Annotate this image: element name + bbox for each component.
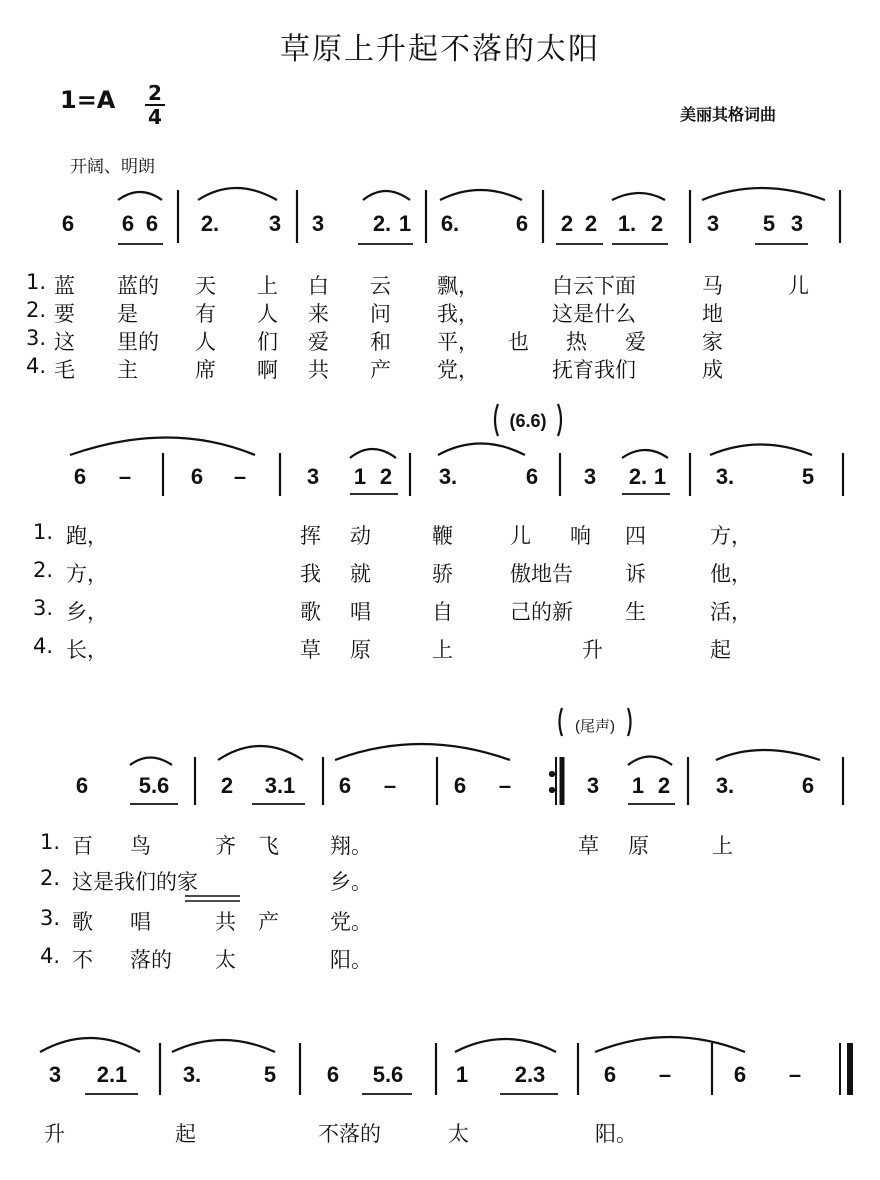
note: 3 xyxy=(306,464,320,489)
lyric: 们 xyxy=(257,330,278,354)
lyric: 骄 xyxy=(432,562,453,586)
lyric: 也 xyxy=(508,330,529,354)
note: 5.6 xyxy=(372,1062,404,1087)
note: 2.1 xyxy=(96,1062,128,1087)
lyric: 起 xyxy=(710,638,731,662)
note: 6 xyxy=(603,1062,617,1087)
lyric: 成 xyxy=(702,358,723,382)
composer-credit: 美丽其格词曲 xyxy=(680,105,777,124)
note: 1 xyxy=(653,464,667,489)
lyric: 歌 xyxy=(72,910,93,934)
lyric: 里的 xyxy=(117,330,159,354)
lyric: 阳。 xyxy=(595,1122,637,1146)
lyric: 这 xyxy=(54,330,75,354)
note: 6 xyxy=(75,773,89,798)
lyric: 产 xyxy=(370,358,391,382)
note: 3. xyxy=(438,464,458,489)
note: 3 xyxy=(268,211,282,236)
lyric: 飞 xyxy=(258,834,279,858)
note: 2 xyxy=(584,211,598,236)
note: – xyxy=(498,773,512,798)
note: – xyxy=(233,464,247,489)
lyric: 不 xyxy=(72,948,93,972)
note: 6 xyxy=(453,773,467,798)
lyric: 乡， xyxy=(66,600,108,624)
note: 6 xyxy=(326,1062,340,1087)
note: 5 xyxy=(263,1062,277,1087)
note: 2. xyxy=(200,211,220,236)
note: 3.1 xyxy=(264,773,296,798)
note: 6 xyxy=(73,464,87,489)
note: 5 xyxy=(801,464,815,489)
verse-number: 4. xyxy=(33,634,54,658)
lyric: 人 xyxy=(195,330,216,354)
lyric: 飘， xyxy=(437,274,479,298)
lyric: 升 xyxy=(582,638,603,662)
lyric: 平， xyxy=(437,330,479,354)
note: 2 xyxy=(560,211,574,236)
note: – xyxy=(383,773,397,798)
note: 2 xyxy=(650,211,664,236)
note: 3 xyxy=(790,211,804,236)
lyric: 热 xyxy=(566,330,587,354)
lyric: 挥 xyxy=(300,524,321,548)
lyric: 方， xyxy=(66,562,108,586)
lyric: 唱 xyxy=(350,600,371,624)
lyric: 方， xyxy=(710,524,752,548)
lyric: 云 xyxy=(370,274,391,298)
lyric: 爱 xyxy=(308,330,329,354)
lyric: 蓝的 xyxy=(117,274,159,298)
lyric: 我 xyxy=(300,562,321,586)
lyric: 草 xyxy=(578,834,599,858)
coda-marking: (尾声) xyxy=(575,718,615,735)
lyric: 我， xyxy=(437,302,479,326)
lyric: 百 xyxy=(72,834,93,858)
lyric: 诉 xyxy=(625,562,646,586)
verse-number: 3. xyxy=(33,596,54,620)
lyric: 儿 xyxy=(510,524,531,548)
note: 5.6 xyxy=(138,773,170,798)
lyric: 跑， xyxy=(66,524,108,548)
lyric: 傲地告 xyxy=(510,562,573,586)
note: 2 xyxy=(379,464,393,489)
lyric: 党。 xyxy=(330,910,372,934)
lyric: 共 xyxy=(215,910,236,934)
lyric: 爱 xyxy=(625,330,646,354)
note: 6 xyxy=(145,211,159,236)
song-title: 草原上升起不落的太阳 xyxy=(280,32,600,67)
lyric: 翔。 xyxy=(330,834,372,858)
lyric: 家 xyxy=(702,330,723,354)
lyric: 天 xyxy=(195,274,216,298)
lyric: 和 xyxy=(370,330,391,354)
note: 5 xyxy=(762,211,776,236)
lyric: 乡。 xyxy=(330,870,372,894)
lyric: 活， xyxy=(710,600,752,624)
lyric: 人 xyxy=(257,302,278,326)
note: 3 xyxy=(586,773,600,798)
lyric: 响 xyxy=(570,524,591,548)
lyric: 生 xyxy=(625,600,646,624)
lyric: 太 xyxy=(448,1122,469,1146)
note: 3 xyxy=(706,211,720,236)
lyric: 他， xyxy=(710,562,752,586)
verse-number: 4. xyxy=(26,354,47,378)
lyric: 齐 xyxy=(215,834,236,858)
note: 1 xyxy=(455,1062,469,1087)
key-signature: 1=A xyxy=(60,86,116,114)
lyric: 上 xyxy=(432,638,453,662)
lyric: 唱 xyxy=(130,910,151,934)
note: 3 xyxy=(583,464,597,489)
time-signature-bottom: 4 xyxy=(148,105,162,129)
note: 3. xyxy=(715,773,735,798)
note: 3. xyxy=(182,1062,202,1087)
lyric: 太 xyxy=(215,948,236,972)
verse-number: 1. xyxy=(33,520,54,544)
lyric: 不落的 xyxy=(318,1122,381,1146)
verse-number: 4. xyxy=(40,944,61,968)
verse-number: 1. xyxy=(26,270,47,294)
lyric: 马 xyxy=(702,274,723,298)
time-signature-top: 2 xyxy=(145,82,165,106)
lyric: 原 xyxy=(628,834,649,858)
lyric: 鞭 xyxy=(432,524,453,548)
lyric: 升 xyxy=(44,1122,65,1146)
lyric: 阳。 xyxy=(330,948,372,972)
lyric: 上 xyxy=(257,274,278,298)
lyric: 这是什么 xyxy=(552,302,636,326)
note: 1 xyxy=(631,773,645,798)
note: 3 xyxy=(48,1062,62,1087)
note: 3. xyxy=(715,464,735,489)
lyric: 抚育我们 xyxy=(552,358,636,382)
lyric: 四 xyxy=(625,524,646,548)
note: 2 xyxy=(657,773,671,798)
lyric: 蓝 xyxy=(54,274,75,298)
lyric: 要 xyxy=(54,302,75,326)
lyric: 产 xyxy=(258,910,279,934)
note: 6 xyxy=(733,1062,747,1087)
lyric: 起 xyxy=(175,1122,196,1146)
note: 6 xyxy=(525,464,539,489)
lyric: 原 xyxy=(350,638,371,662)
note: 3 xyxy=(311,211,325,236)
note: 1 xyxy=(353,464,367,489)
lyric: 长， xyxy=(66,638,108,662)
lyric: 动 xyxy=(350,524,371,548)
note: – xyxy=(658,1062,672,1087)
lyric: 问 xyxy=(370,302,391,326)
lyric: 己的新 xyxy=(510,600,573,624)
verse-number: 1. xyxy=(40,830,61,854)
note: 6 xyxy=(338,773,352,798)
lyric: 歌 xyxy=(300,600,321,624)
note: 2. xyxy=(372,211,392,236)
lyric: 席 xyxy=(195,358,216,382)
note: 6 xyxy=(515,211,529,236)
lyric: 鸟 xyxy=(130,834,151,858)
verse-number: 2. xyxy=(40,866,61,890)
lyric: 地 xyxy=(702,302,723,326)
lyric: 有 xyxy=(195,302,216,326)
note: 6 xyxy=(801,773,815,798)
lyric: 自 xyxy=(432,600,453,624)
tempo-marking: 开阔、明朗 xyxy=(70,157,155,177)
note: 6 xyxy=(121,211,135,236)
lyric: 草 xyxy=(300,638,321,662)
note: 6 xyxy=(61,211,75,236)
verse-number: 2. xyxy=(26,298,47,322)
note: 2.3 xyxy=(514,1062,546,1087)
lyric: 主 xyxy=(117,358,138,382)
note: 1. xyxy=(617,211,637,236)
note: 2. xyxy=(628,464,648,489)
alternate-notes: (6.6) xyxy=(509,411,547,431)
lyric: 就 xyxy=(350,562,371,586)
lyric: 白云下面 xyxy=(552,274,636,298)
verse-number: 3. xyxy=(40,906,61,930)
lyric: 是 xyxy=(117,302,138,326)
note: – xyxy=(788,1062,802,1087)
note: 1 xyxy=(398,211,412,236)
lyric: 这是我们的家 xyxy=(72,870,198,894)
note: 6 xyxy=(190,464,204,489)
lyric: 白 xyxy=(308,274,329,298)
note: 6. xyxy=(440,211,460,236)
lyric: 上 xyxy=(712,834,733,858)
note: 2 xyxy=(220,773,234,798)
verse-number: 3. xyxy=(26,326,47,350)
note: – xyxy=(118,464,132,489)
lyric: 党， xyxy=(437,358,479,382)
lyric: 啊 xyxy=(257,358,278,382)
lyric: 落的 xyxy=(130,948,172,972)
lyric: 毛 xyxy=(54,358,75,382)
lyric: 儿 xyxy=(788,274,809,298)
lyric: 来 xyxy=(308,302,329,326)
verse-number: 2. xyxy=(33,558,54,582)
lyric: 共 xyxy=(308,358,329,382)
